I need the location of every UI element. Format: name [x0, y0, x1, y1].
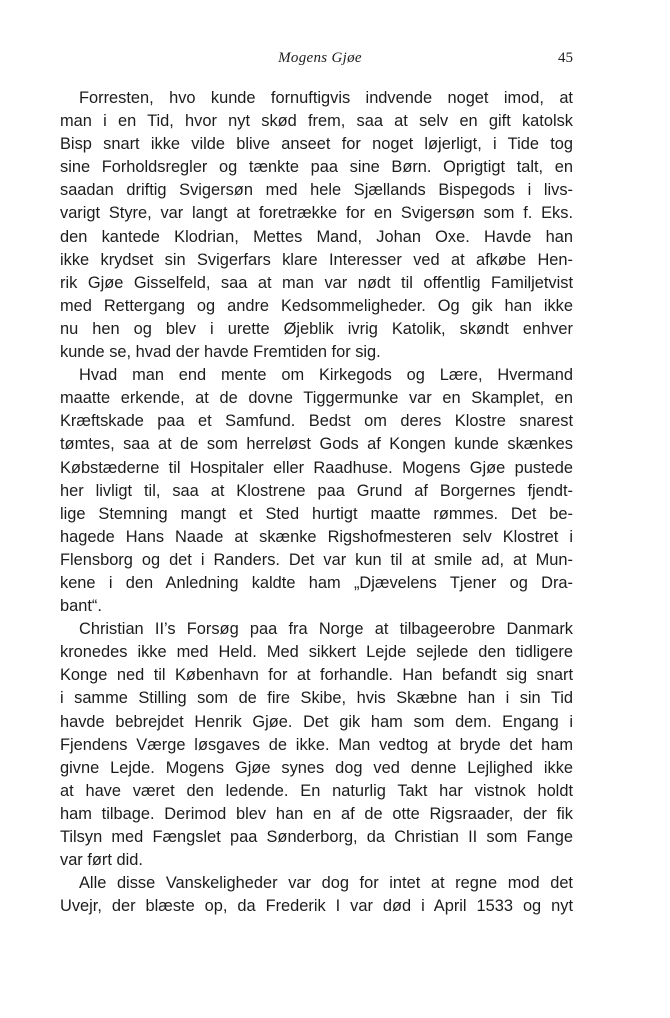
- page-number: 45: [558, 50, 573, 66]
- text-line: med Rettergang og andre Kedsommeligheder. Og gik han ikke: [60, 296, 573, 315]
- text-line: varigt Styre, var langt at foretrække for en Svigersøn som f. Eks.: [60, 204, 573, 223]
- text-line: hagede Hans Naade at skænke Rigshofmesteren selv Klostret i: [60, 527, 573, 546]
- body-text: [60, 87, 573, 918]
- text-line: var ført did.: [60, 851, 143, 870]
- text-line: givne Lejde. Mogens Gjøe synes dog ved denne Lejlighed ikke: [60, 758, 573, 777]
- text-line: man i en Tid, hvor nyt skød frem, saa at selv en gift katolsk: [60, 112, 573, 131]
- text-line: Bisp snart ikke vilde blive anseet for noget løjerligt, i Tide tog: [60, 135, 573, 154]
- text-line: her livligt til, saa at Klostrene paa Grund af Borgernes fjendt-: [60, 481, 573, 500]
- text-line: Kræftskade paa et Samfund. Bedst om deres Klostre snarest: [60, 412, 573, 431]
- text-line: Købstæderne til Hospitaler eller Raadhuse. Mogens Gjøe pustede: [60, 458, 573, 477]
- text-line: lige Stemning mangt et Sted hurtigt maatte rømmes. Det be-: [60, 504, 573, 523]
- text-line: i samme Stilling som de fire Skibe, hvis Skæbne han i sin Tid: [60, 689, 573, 708]
- text-line: Hvad man end mente om Kirkegods og Lære, Hvermand: [79, 366, 573, 385]
- text-line: ham tilbage. Derimod blev han en af de otte Rigsraader, der fik: [60, 804, 573, 823]
- text-line: nu hen og blev i urette Øjeblik ivrig Katolik, skøndt enhver: [60, 319, 573, 338]
- text-line: Christian II’s Forsøg paa fra Norge at tilbageerobre Danmark: [79, 620, 573, 639]
- text-line: at have været den ledende. En naturlig Takt har vistnok holdt: [60, 781, 573, 800]
- text-line: Konge ned til København for at forhandle. Han befandt sig snart: [60, 666, 573, 685]
- text-line: Forresten, hvo kunde fornuftigvis indvende noget imod, at: [79, 89, 573, 107]
- running-header-title: Mogens Gjøe: [278, 50, 362, 66]
- text-line: havde bebrejdet Henrik Gjøe. Det gik ham som dem. Engang i: [60, 712, 573, 731]
- text-line: Alle disse Vanskeligheder var dog for intet at regne mod det: [79, 874, 573, 893]
- text-line: Uvejr, der blæste op, da Frederik I var død i April 1533 og nyt: [60, 897, 573, 916]
- text-line: bant“.: [60, 597, 102, 616]
- text-line: ikke krydset sin Svigerfars klare Interesser ved at afkøbe Hen-: [60, 250, 573, 269]
- text-line: kunde se, hvad der havde Fremtiden for sig.: [60, 343, 381, 362]
- text-line: rik Gjøe Gisselfeld, saa at man var nødt til offentlig Familjetvist: [60, 273, 573, 292]
- text-line: kronedes ikke med Held. Med sikkert Lejde sejlede den tidligere: [60, 643, 573, 662]
- text-line: tømtes, saa at de som herreløst Gods af Kongen kunde skænkes: [60, 435, 573, 454]
- text-line: den kantede Klodrian, Mettes Mand, Johan Oxe. Havde han: [60, 227, 573, 246]
- text-line: Flensborg og det i Randers. Det var kun til at smile ad, at Mun-: [60, 550, 573, 569]
- text-line: Fjendens Værge løsgaves de ikke. Man vedtog at bryde det ham: [60, 735, 573, 754]
- text-line: maatte erkende, at de dovne Tiggermunke var en Skamplet, en: [60, 389, 573, 408]
- text-line: kene i den Anledning kaldte ham „Djævelens Tjener og Dra-: [60, 573, 573, 592]
- text-line: sine Forholdsregler og tænkte paa sine Børn. Oprigtigt talt, en: [60, 158, 573, 177]
- text-line: saadan driftig Svigersøn med hele Sjællands Bispegods i livs-: [60, 181, 573, 200]
- text-line: Tilsyn med Fængslet paa Sønderborg, da Christian II som Fange: [60, 828, 573, 846]
